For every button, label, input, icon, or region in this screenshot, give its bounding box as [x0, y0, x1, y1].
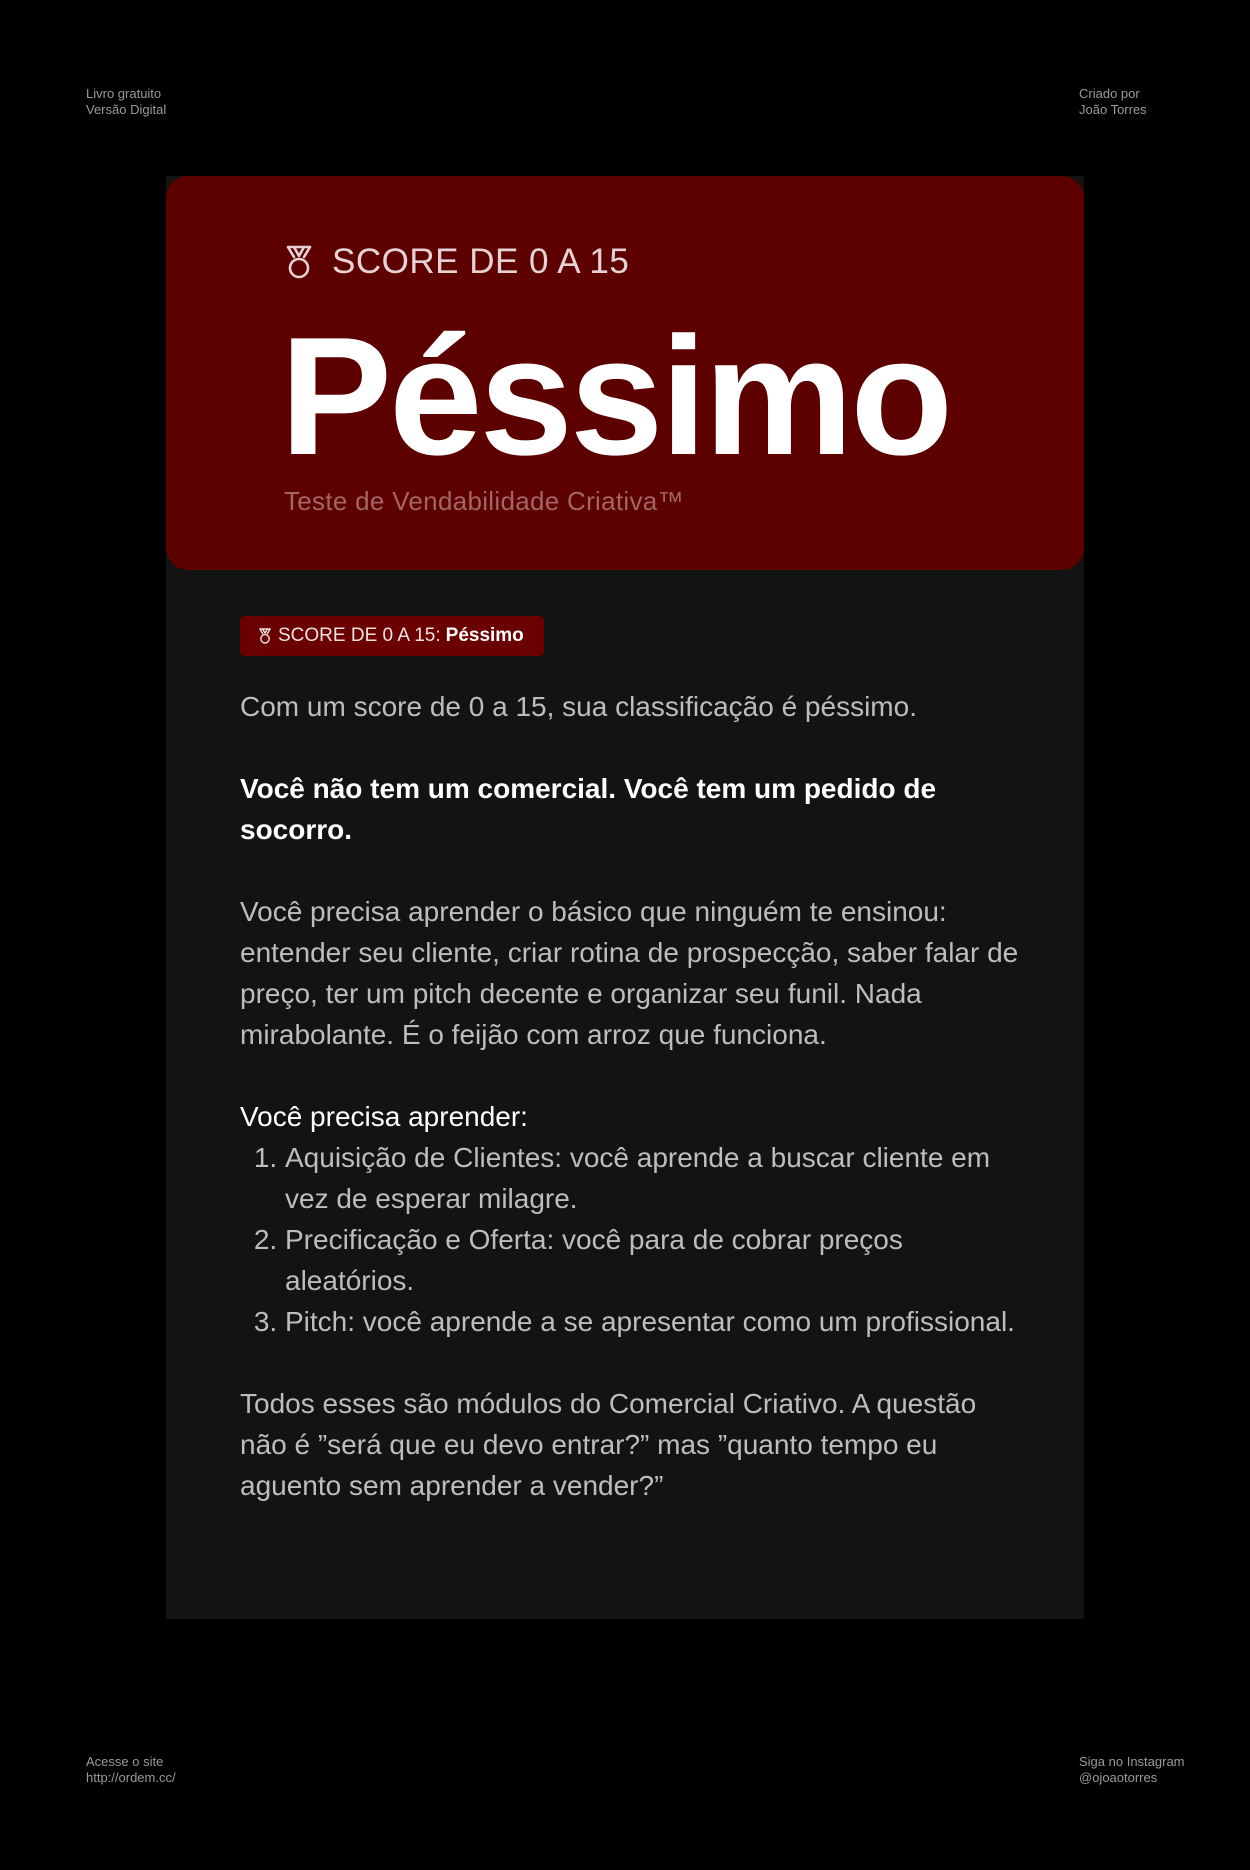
hero-title: Péssimo: [280, 302, 951, 490]
result-content: [240, 616, 1020, 1506]
bottom-right-caption: [1079, 1754, 1185, 1786]
learn-heading: Você precisa aprender:: [240, 1101, 528, 1132]
site-link[interactable]: http://ordem.cc/: [86, 1770, 176, 1785]
body-paragraph: Você precisa aprender o básico que ninguém te ensinou: entender seu cliente, criar rotina de prospecção, saber falar de preço, ter um pitch decente e organizar seu funil. Nada mirabolante. É o feijão com arroz que funciona.: [240, 896, 1019, 1050]
intro-paragraph: Com um score de 0 a 15, sua classificação é péssimo.: [240, 691, 917, 722]
list-item: 1. Aquisição de Clientes: você aprende a buscar cliente em vez de esperar milagre.: [285, 1137, 1020, 1219]
score-badge: [240, 616, 544, 656]
top-left-caption: [86, 86, 166, 118]
caption-line: Acesse o site: [86, 1754, 164, 1769]
list-item: 2. Precificação e Oferta: você para de cobrar preços aleatórios.: [285, 1219, 1020, 1301]
badge-prefix: SCORE DE 0 A 15:: [278, 625, 441, 646]
outro-paragraph: Todos esses são módulos do Comercial Criativo. A questão não é ”será que eu devo entrar?” mas ”quanto tempo eu aguento sem aprender a vender?”: [240, 1388, 977, 1501]
result-card: [166, 176, 1084, 1619]
learn-list: [240, 1137, 1020, 1342]
hero-subtitle: Teste de Vendabilidade Criativa™: [284, 486, 684, 516]
medal-icon: [284, 245, 314, 279]
medal-icon: [258, 628, 272, 644]
caption-line: Siga no Instagram: [1079, 1754, 1185, 1769]
top-right-caption: [1079, 86, 1147, 118]
hero-eyebrow-text: SCORE DE 0 A 15: [332, 242, 630, 281]
caption-line: João Torres: [1079, 102, 1147, 117]
caption-line: Versão Digital: [86, 102, 167, 117]
bottom-left-caption: [86, 1754, 176, 1786]
list-item: 3. Pitch: você aprende a se apresentar como um profissional.: [285, 1301, 1020, 1342]
hero-eyebrow: [284, 242, 629, 282]
hero-banner: [166, 176, 1084, 570]
lead-paragraph: Você não tem um comercial. Você tem um pedido de socorro.: [240, 773, 937, 845]
caption-line: Livro gratuito: [86, 86, 162, 101]
instagram-handle[interactable]: @ojoaotorres: [1079, 1770, 1158, 1785]
caption-line: Criado por: [1079, 86, 1140, 101]
badge-value: Péssimo: [445, 625, 524, 646]
